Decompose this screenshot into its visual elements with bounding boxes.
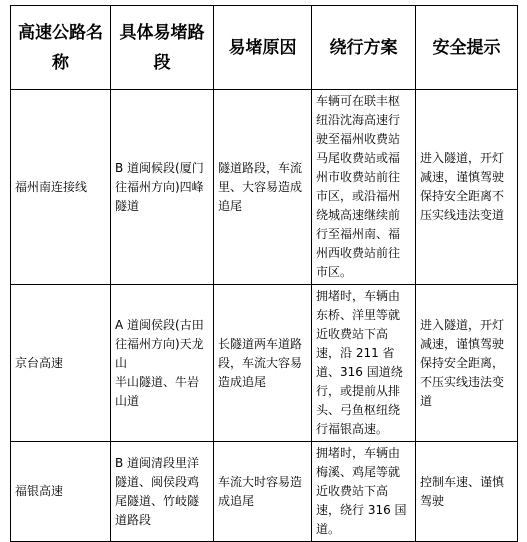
- cell-detour: 拥堵时，车辆由东桥、洋里等就近收费站下高速，沿 211 省道、316 国道绕行，或提前从排头、弓鱼枢纽绕行福银高速。: [312, 285, 416, 442]
- header-road-name: 高速公路名称: [11, 6, 111, 90]
- cell-road: 福银高速: [11, 442, 111, 542]
- cell-detour: 拥堵时，车辆由梅溪、鸡尾等就近收费站下高速，绕行 316 国道。: [312, 442, 416, 542]
- traffic-table: [10, 5, 518, 542]
- header-section: 具体易堵路段: [111, 6, 214, 90]
- cell-section: B 道闽候段(厦门往福州方向)四峰隧道: [111, 90, 214, 285]
- header-safety-tip: 安全提示: [416, 6, 518, 90]
- cell-cause: 隧道路段，车流里、大容易造成追尾: [214, 90, 312, 285]
- cell-tip: 控制车速、谨慎驾驶: [416, 442, 518, 542]
- header-row: [11, 6, 518, 90]
- cell-tip: 进入隧道，开灯减速，谨慎驾驶保持安全距离不压实线违法变道: [416, 90, 518, 285]
- header-detour: 绕行方案: [312, 6, 416, 90]
- table-row: [11, 285, 518, 442]
- cell-cause: 长隧道两车道路段，车流大容易造成追尾: [214, 285, 312, 442]
- cell-road: 福州南连接线: [11, 90, 111, 285]
- cell-road: 京台高速: [11, 285, 111, 442]
- cell-detour: 车辆可在联丰枢纽沿沈海高速行驶至福州收费站马尾收费站或福州市收费站前往市区，或沿福州绕城高速继续前行至福州南、福州西收费站前往市区。: [312, 90, 416, 285]
- table-row: [11, 442, 518, 542]
- header-cause: 易堵原因: [214, 6, 312, 90]
- cell-section: B 道闽清段里洋隧道、闽侯段鸡尾隧道、竹岐隧道路段: [111, 442, 214, 542]
- cell-cause: 车流大时容易造成追尾: [214, 442, 312, 542]
- table-row: [11, 90, 518, 285]
- cell-tip: 进入隧道，开灯减速，谨慎驾驶保持安全距离，不压实线违法变道: [416, 285, 518, 442]
- cell-section: A 道闽侯段(古田往福州方向)天龙山 半山隧道、牛岩山道: [111, 285, 214, 442]
